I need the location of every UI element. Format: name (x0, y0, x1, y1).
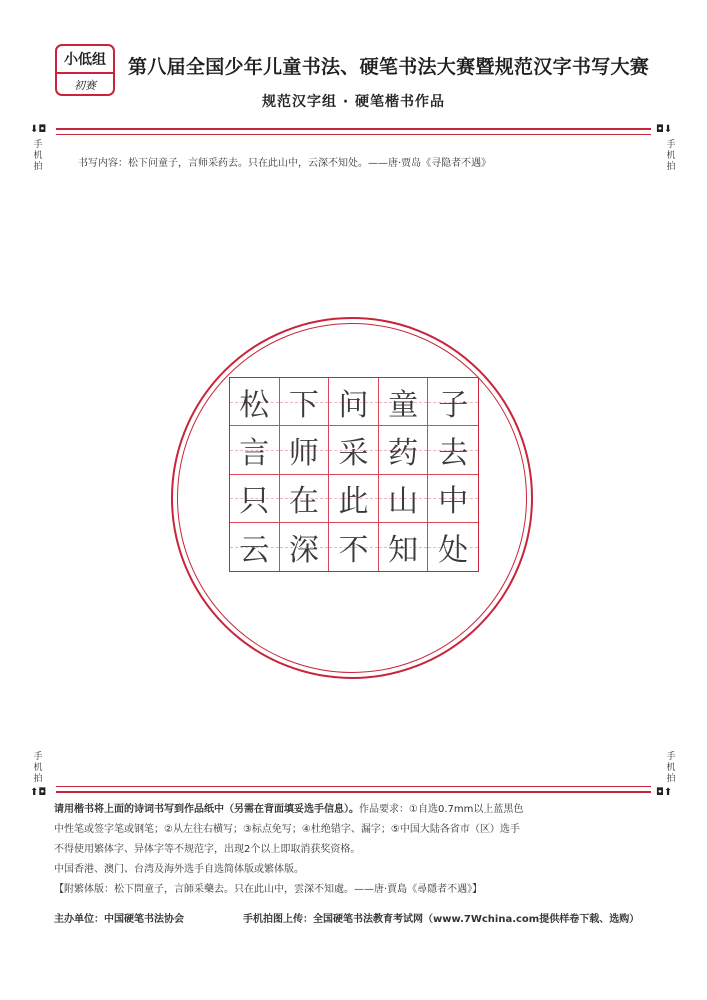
writing-content-text: 松下问童子，言师采药去。只在此山中，云深不知处。——唐·贾岛《寻隐者不遇》 (128, 158, 492, 169)
top-red-rule (56, 128, 651, 130)
page-subtitle: 规范汉字组 · 硬笔楷书作品 (261, 94, 446, 110)
grid-cell: 在 (280, 475, 330, 523)
requirements-line: 中国香港、澳门、台湾及海外选手自选简体版或繁体版。 (54, 864, 304, 875)
bottom-red-rule-thin (56, 786, 651, 787)
requirements-line: 中性笔或签字笔或钢笔；②从左往右横写；③标点免写；④杜绝错字、漏字；⑤中国大陆各省市（区）选手 (54, 824, 520, 835)
writing-grid (229, 377, 479, 572)
requirements-intro: 请用楷书将上面的诗词书写到作品纸中（另需在背面填妥选手信息）。 (54, 804, 359, 815)
grid-cell: 处 (428, 523, 478, 571)
side-label-photo: 手机拍 (33, 140, 43, 172)
grid-cell: 此 (329, 475, 379, 523)
grid-cell: 童 (379, 378, 429, 426)
upload-info (243, 910, 639, 925)
camera-icon: ◘⬆ (656, 787, 673, 798)
grid-cell: 问 (329, 378, 379, 426)
grid-cell: 药 (379, 426, 429, 474)
side-label-photo: 手机拍 (33, 752, 43, 784)
grid-cell: 松 (230, 378, 280, 426)
grid-cell: 去 (428, 426, 478, 474)
camera-icon: ⬆◘ (30, 787, 47, 798)
grid-cell: 云 (230, 523, 280, 571)
grid-cell: 中 (428, 475, 478, 523)
requirements-line: 【附繁体版：松下問童子，言師采藥去。只在此山中，雲深不知處。——唐·賈島《尋隱者不遇》】 (54, 884, 483, 895)
camera-icon: ◘⬇ (656, 124, 673, 135)
organizer-name: 中国硬笔书法协会 (104, 914, 184, 925)
grid-cell: 师 (280, 426, 330, 474)
grid-cell: 不 (329, 523, 379, 571)
badge-round: 初赛 (74, 79, 96, 92)
grid-cell: 只 (230, 475, 280, 523)
grid-cell: 下 (280, 378, 330, 426)
organizer-info (54, 910, 184, 925)
grid-cell: 山 (379, 475, 429, 523)
upload-site: 全国硬笔书法教育考试网（www.7Wchina.com提供样卷下载、选购） (313, 914, 640, 925)
grid-cell: 言 (230, 426, 280, 474)
badge-group: 小低组 (57, 46, 113, 74)
grid-cell: 知 (379, 523, 429, 571)
requirements-block (54, 800, 664, 900)
camera-icon: ⬇◘ (30, 124, 47, 135)
page-title: 第八届全国少年儿童书法、硬笔书法大赛暨规范汉字书写大赛 (128, 56, 650, 78)
grid-cell: 采 (329, 426, 379, 474)
requirements-line: 作品要求：①自选0.7mm以上蓝黑色 (359, 804, 524, 815)
organizer-label: 主办单位： (54, 914, 104, 925)
grid-cell: 子 (428, 378, 478, 426)
grid-cell: 深 (280, 523, 330, 571)
writing-content (78, 154, 491, 169)
top-red-rule-thin (56, 134, 651, 135)
side-label-photo: 手机拍 (666, 140, 676, 172)
side-label-photo: 手机拍 (666, 752, 676, 784)
requirements-line: 不得使用繁体字、异体字等不规范字，出现2个以上即取消获奖资格。 (54, 844, 361, 855)
upload-label: 手机拍图上传： (243, 914, 313, 925)
bottom-red-rule (56, 791, 651, 793)
group-badge (55, 44, 115, 96)
writing-content-label: 书写内容： (78, 158, 128, 169)
